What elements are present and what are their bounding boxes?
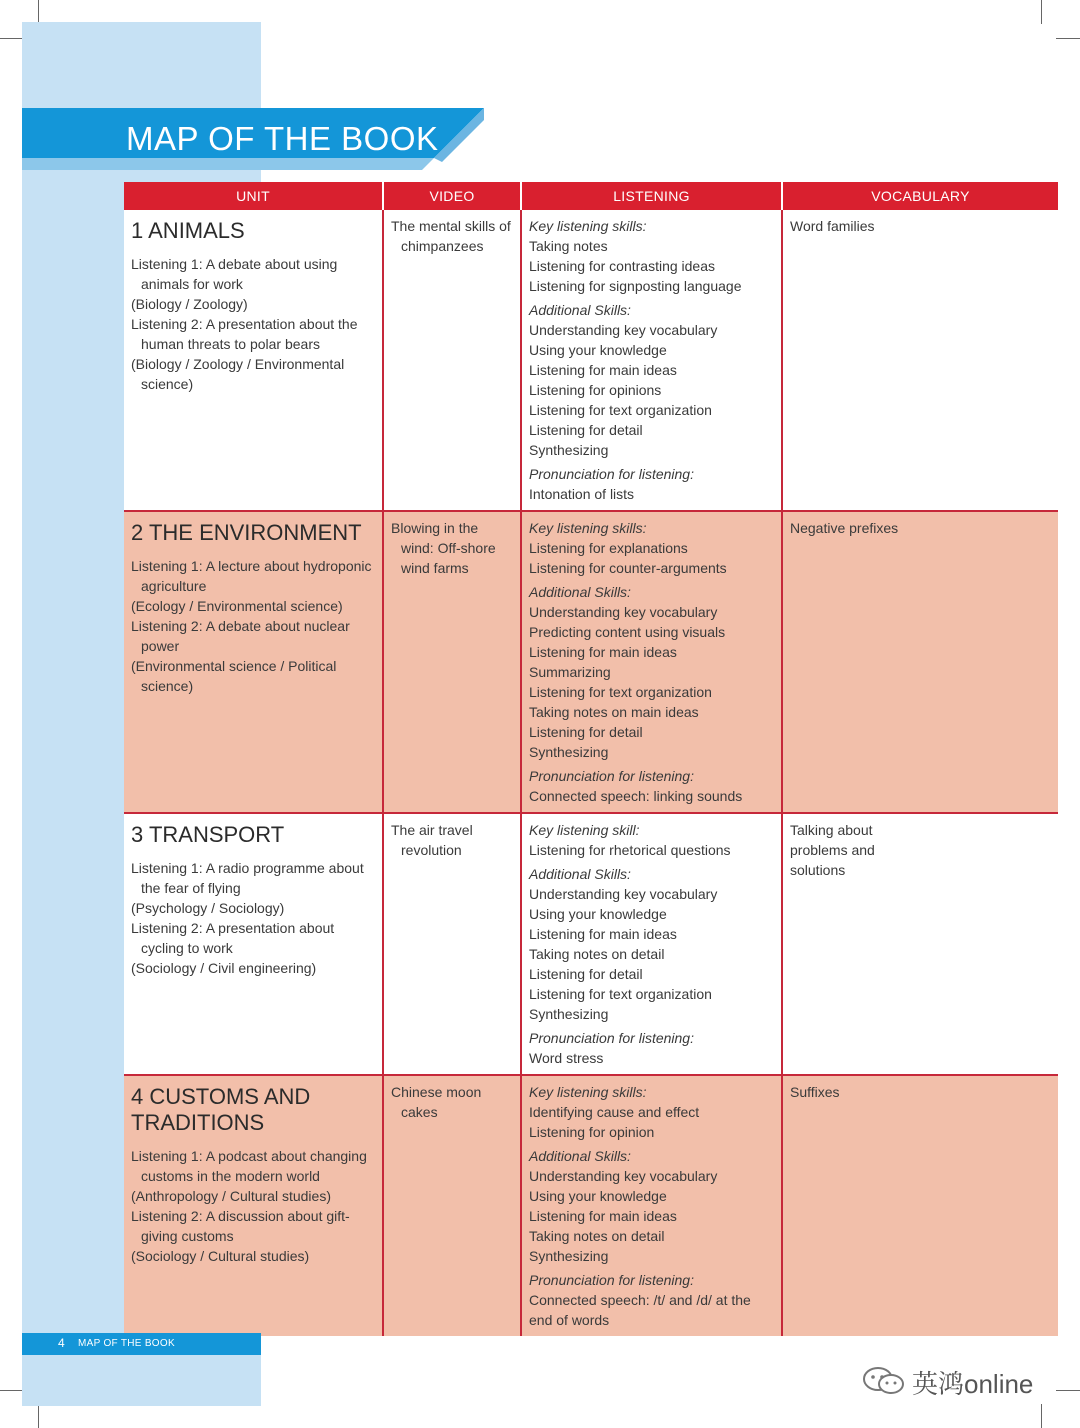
unit-title: 3 TRANSPORT	[131, 822, 285, 847]
header-row	[124, 182, 1058, 210]
vocabulary-item: Negative prefixes	[790, 520, 899, 536]
listening-cell	[521, 813, 782, 1075]
unit-cell	[124, 210, 383, 511]
skill-heading: Key listening skills:	[529, 218, 647, 234]
unit-detail: Listening 1: A radio programme about the fear of flying	[131, 860, 364, 896]
video-title: Chinese moon cakes	[391, 1084, 482, 1120]
video-title: The mental skills of chimpanzees	[391, 218, 511, 254]
skill-item: Using your knowledge	[529, 906, 667, 922]
skill-item: Understanding key vocabulary	[529, 886, 718, 902]
skill-group	[529, 766, 775, 806]
unit-detail: (Sociology / Civil engineering)	[131, 960, 317, 976]
table-row	[124, 813, 1058, 1075]
skill-group	[529, 1028, 775, 1068]
skill-item: Listening for main ideas	[529, 926, 677, 942]
unit-detail: (Biology / Zoology)	[131, 296, 248, 312]
watermark-text: 英鸿online	[912, 1369, 1034, 1399]
skill-item: Listening for counter-arguments	[529, 560, 727, 576]
skill-item: Listening for main ideas	[529, 644, 677, 660]
skill-heading: Key listening skill:	[529, 822, 640, 838]
unit-detail: Listening 1: A debate about using animals for work	[131, 256, 338, 292]
skill-heading: Pronunciation for listening:	[529, 768, 694, 784]
skill-item: Listening for opinion	[529, 1124, 655, 1140]
crop-mark	[1056, 38, 1080, 39]
skill-item: Understanding key vocabulary	[529, 604, 718, 620]
video-title: Blowing in the wind: Off-shore wind farms	[391, 520, 496, 576]
crop-mark	[1056, 1390, 1080, 1391]
skill-item: Taking notes on main ideas	[529, 704, 699, 720]
skill-item: Taking notes on detail	[529, 946, 665, 962]
skill-item: Using your knowledge	[529, 1188, 667, 1204]
skill-item: Predicting content using visuals	[529, 624, 726, 640]
column-header-listening: LISTENING	[521, 182, 782, 210]
skill-item: Listening for detail	[529, 724, 643, 740]
skill-item: Understanding key vocabulary	[529, 1168, 718, 1184]
video-title: The air travel revolution	[391, 822, 473, 858]
video-cell	[383, 210, 521, 511]
skill-group	[529, 820, 775, 860]
unit-detail: Listening 2: A presentation about cycling to work	[131, 920, 335, 956]
skill-item: Synthesizing	[529, 442, 609, 458]
skill-heading: Additional Skills:	[529, 302, 631, 318]
skill-group	[529, 1082, 775, 1142]
skill-item: Summarizing	[529, 664, 611, 680]
listening-cell	[521, 210, 782, 511]
unit-detail: Listening 1: A podcast about changing customs in the modern world	[131, 1148, 367, 1184]
skill-group	[529, 518, 775, 578]
unit-detail: Listening 2: A debate about nuclear power	[131, 618, 350, 654]
map-table	[124, 182, 1058, 1336]
unit-title: 2 THE ENVIRONMENT	[131, 520, 362, 545]
title-banner	[22, 108, 492, 170]
unit-detail: Listening 2: A discussion about gift-giving customs	[131, 1208, 350, 1244]
watermark	[862, 1362, 1052, 1398]
skill-group	[529, 464, 775, 504]
footer-label: MAP OF THE BOOK	[78, 1338, 175, 1349]
unit-detail: (Anthropology / Cultural studies)	[131, 1188, 331, 1204]
vocabulary-cell	[782, 210, 1058, 511]
skill-item: Listening for detail	[529, 422, 643, 438]
table-row	[124, 511, 1058, 813]
crop-mark	[0, 38, 24, 39]
footer-bar	[22, 1333, 261, 1355]
skill-heading: Pronunciation for listening:	[529, 466, 694, 482]
unit-cell	[124, 813, 383, 1075]
crop-mark	[38, 0, 39, 24]
crop-mark	[1041, 1404, 1042, 1428]
skill-item: Connected speech: /t/ and /d/ at the end of words	[529, 1292, 751, 1328]
skill-heading: Key listening skills:	[529, 1084, 647, 1100]
skill-item: Synthesizing	[529, 744, 609, 760]
video-cell	[383, 813, 521, 1075]
skill-item: Understanding key vocabulary	[529, 322, 718, 338]
skill-item: Listening for explanations	[529, 540, 688, 556]
skill-heading: Additional Skills:	[529, 584, 631, 600]
skill-item: Listening for contrasting ideas	[529, 258, 715, 274]
skill-group	[529, 1270, 775, 1330]
crop-mark	[0, 1390, 24, 1391]
skill-item: Listening for text organization	[529, 986, 712, 1002]
skill-item: Listening for main ideas	[529, 362, 677, 378]
column-header-unit: UNIT	[124, 182, 383, 210]
skill-item: Listening for main ideas	[529, 1208, 677, 1224]
vocabulary-cell	[782, 511, 1058, 813]
skill-item: Listening for signposting language	[529, 278, 742, 294]
vocabulary-item: Word families	[790, 218, 875, 234]
skill-item: Taking notes	[529, 238, 608, 254]
listening-cell	[521, 1075, 782, 1336]
unit-title: 4 CUSTOMS AND TRADITIONS	[131, 1084, 311, 1135]
unit-detail: Listening 1: A lecture about hydroponic agriculture	[131, 558, 372, 594]
skill-item: Word stress	[529, 1050, 604, 1066]
page-title: MAP OF THE BOOK	[126, 120, 439, 157]
skill-group	[529, 1146, 775, 1266]
table-row	[124, 210, 1058, 511]
unit-cell	[124, 511, 383, 813]
video-cell	[383, 511, 521, 813]
unit-title: 1 ANIMALS	[131, 218, 245, 243]
page-number: 4	[58, 1336, 65, 1350]
column-header-vocabulary: VOCABULARY	[782, 182, 1058, 210]
unit-detail: (Environmental science / Political science)	[131, 658, 337, 694]
table-row	[124, 1075, 1058, 1336]
skill-item: Listening for opinions	[529, 382, 662, 398]
skill-item: Connected speech: linking sounds	[529, 788, 743, 804]
skill-item: Listening for rhetorical questions	[529, 842, 731, 858]
skill-group	[529, 300, 775, 460]
unit-detail: (Psychology / Sociology)	[131, 900, 285, 916]
vocabulary-item: Talking about problems and solutions	[790, 822, 875, 878]
unit-detail: Listening 2: A presentation about the human threats to polar bears	[131, 316, 358, 352]
skill-heading: Additional Skills:	[529, 866, 631, 882]
skill-item: Intonation of lists	[529, 486, 635, 502]
skill-heading: Pronunciation for listening:	[529, 1030, 694, 1046]
skill-item: Listening for text organization	[529, 684, 712, 700]
unit-detail: (Sociology / Cultural studies)	[131, 1248, 310, 1264]
skill-item: Listening for detail	[529, 966, 643, 982]
wechat-icon	[862, 1366, 906, 1396]
skill-heading: Additional Skills:	[529, 1148, 631, 1164]
vocabulary-cell	[782, 813, 1058, 1075]
skill-group	[529, 864, 775, 1024]
crop-mark	[38, 1404, 39, 1428]
skill-item: Listening for text organization	[529, 402, 712, 418]
skill-item: Synthesizing	[529, 1006, 609, 1022]
video-cell	[383, 1075, 521, 1336]
skill-item: Using your knowledge	[529, 342, 667, 358]
skill-heading: Pronunciation for listening:	[529, 1272, 694, 1288]
vocabulary-cell	[782, 1075, 1058, 1336]
skill-item: Identifying cause and effect	[529, 1104, 700, 1120]
column-header-video: VIDEO	[383, 182, 521, 210]
skill-group	[529, 216, 775, 296]
skill-item: Synthesizing	[529, 1248, 609, 1264]
unit-cell	[124, 1075, 383, 1336]
unit-detail: (Biology / Zoology / Environmental science)	[131, 356, 345, 392]
skill-item: Taking notes on detail	[529, 1228, 665, 1244]
skill-heading: Key listening skills:	[529, 520, 647, 536]
vocabulary-item: Suffixes	[790, 1084, 840, 1100]
skill-group	[529, 582, 775, 762]
listening-cell	[521, 511, 782, 813]
unit-detail: (Ecology / Environmental science)	[131, 598, 343, 614]
crop-mark	[1041, 0, 1042, 24]
